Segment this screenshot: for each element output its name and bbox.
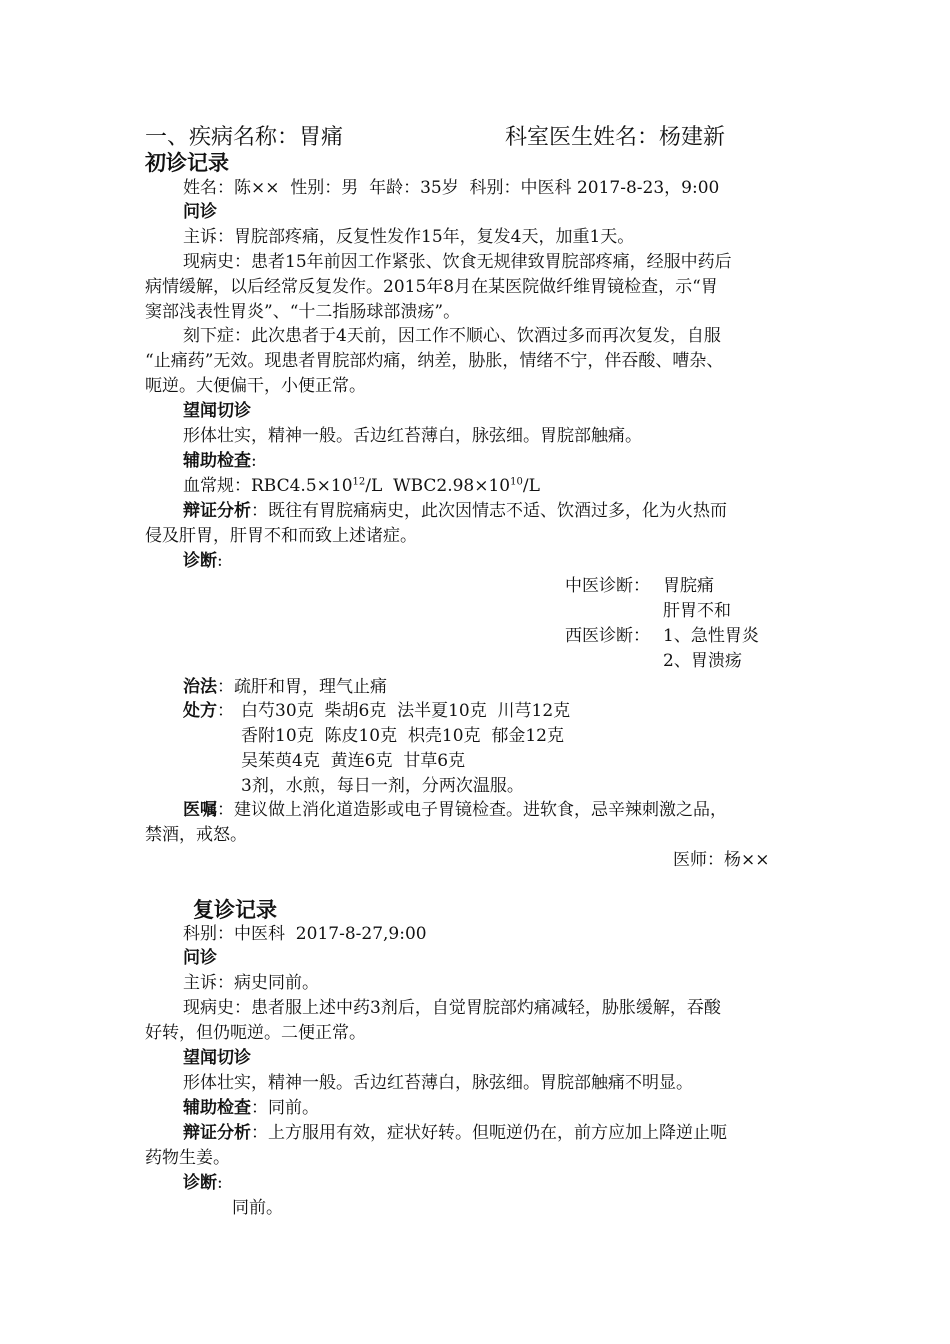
analysis-text-1: ：既往有胃脘痛病史，此次因情志不适、饮酒过多，化为火热而	[251, 501, 727, 521]
tcm-diagnosis-1: 胃脘痛	[663, 576, 714, 596]
followup-diagnosis-text: 同前。	[232, 1198, 283, 1218]
diagnosis-label: 诊断	[183, 551, 217, 571]
followup-aux-label: 辅助检查	[183, 1098, 251, 1118]
followup-diagnosis-label: 诊断	[183, 1173, 217, 1193]
aux-colon: :	[251, 451, 257, 471]
followup-record-title: 复诊记录	[193, 897, 277, 922]
aux-label: 辅助检查	[183, 451, 251, 471]
chief-complaint: 主诉：胃脘部疼痛，反复性发作15年，复发4天，加重1天。	[183, 227, 635, 247]
tcm-diagnosis-label: 中医诊断：	[565, 576, 650, 596]
blood-exp-2: 10	[510, 476, 523, 488]
advice-text-1: ：建议做上消化道造影或电子胃镜检查。进软食，忌辛辣刺激之品，	[217, 800, 727, 820]
advice-line-2: 禁酒，戒怒。	[145, 825, 247, 845]
followup-aux	[183, 1096, 319, 1120]
advice-label: 医嘱	[183, 800, 217, 820]
followup-history-line-2: 好转，但仍呃逆。二便正常。	[145, 1023, 366, 1043]
followup-complaint: 主诉：病史同前。	[183, 973, 319, 993]
followup-inquiry-heading: 问诊	[183, 948, 217, 968]
history-line-2: 病情缓解，以后经常反复发作。2015年8月在某医院做纤维胃镜检查，示“胃	[145, 277, 718, 297]
western-diagnosis-1: 1、急性胃炎	[663, 626, 759, 646]
prescription-heading	[183, 699, 234, 723]
diagnosis-colon: :	[217, 551, 223, 571]
followup-analysis-line-2: 药物生姜。	[145, 1148, 230, 1168]
history-line-3: 窦部浅表性胃炎”、“十二指肠球部溃疡”。	[145, 302, 461, 322]
followup-exam-text: 形体壮实，精神一般。舌边红苔薄白，脉弦细。胃脘部触痛不明显。	[183, 1073, 693, 1093]
prescription-colon: ：	[217, 701, 234, 721]
history-line-1: 现病史：患者15年前因工作紧张、饮食无规律致胃脘部疼痛，经服中药后	[183, 252, 732, 272]
patient-info: 姓名：陈×× 性别：男 年龄：35岁 科别：中医科 2017-8-23，9:00	[183, 178, 720, 198]
followup-analysis-line-1	[183, 1121, 727, 1145]
aux-heading	[183, 449, 257, 473]
followup-analysis-text-1: ：上方服用有效，症状好转。但呃逆仍在，前方应加上降逆止呃	[251, 1123, 727, 1143]
treatment-text: ：疏肝和胃，理气止痛	[217, 677, 387, 697]
exam-text: 形体壮实，精神一般。舌边红苔薄白，脉弦细。胃脘部触痛。	[183, 426, 642, 446]
current-symptoms-line-3: 呃逆。大便偏干，小便正常。	[145, 376, 366, 396]
treatment-label: 治法	[183, 677, 217, 697]
followup-aux-text: ：同前。	[251, 1098, 319, 1118]
doctor-name: 科室医生姓名：杨建新	[505, 125, 726, 150]
prescription-label: 处方	[183, 701, 217, 721]
followup-dept: 科别：中医科 2017-8-27,9:00	[183, 924, 427, 944]
advice-line-1	[183, 798, 727, 822]
western-diagnosis-label: 西医诊断：	[565, 626, 650, 646]
tcm-diagnosis-2: 肝胃不和	[663, 601, 731, 621]
analysis-line-1	[183, 499, 727, 523]
western-diagnosis-2: 2、胃溃疡	[663, 651, 742, 671]
followup-diagnosis-colon: :	[217, 1173, 223, 1193]
prescription-line-2: 香附10克 陈皮10克 枳壳10克 郁金12克	[241, 726, 564, 746]
blood-routine	[183, 474, 540, 498]
followup-analysis-label: 辩证分析	[183, 1123, 251, 1143]
prescription-line-3: 吴茱萸4克 黄连6克 甘草6克	[241, 751, 466, 771]
blood-suffix: /L	[522, 476, 540, 496]
exam-heading: 望闻切诊	[183, 401, 251, 421]
analysis-line-2: 侵及肝胃，肝胃不和而致上述诸症。	[145, 526, 417, 546]
initial-record-title: 初诊记录	[145, 150, 229, 175]
disease-name: 一、疾病名称：胃痛	[145, 125, 344, 150]
blood-prefix: 血常规：RBC4.5×10	[183, 476, 353, 496]
diagnosis-heading	[183, 549, 223, 573]
doctor-signature: 医师：杨××	[673, 850, 770, 870]
blood-exp-1: 12	[352, 476, 366, 488]
current-symptoms-line-1: 刻下症：此次患者于4天前，因工作不顺心、饮酒过多而再次复发，自服	[183, 326, 721, 346]
treatment	[183, 675, 387, 699]
blood-mid: /L WBC2.98×10	[365, 476, 511, 496]
prescription-line-1: 白芍30克 柴胡6克 法半夏10克 川芎12克	[241, 701, 571, 721]
followup-diagnosis-heading	[183, 1171, 223, 1195]
current-symptoms-line-2: “止痛药”无效。现患者胃脘部灼痛，纳差，胁胀，情绪不宁，伴吞酸、嘈杂、	[145, 351, 724, 371]
prescription-line-4: 3剂，水煎，每日一剂，分两次温服。	[241, 776, 524, 796]
analysis-label: 辩证分析	[183, 501, 251, 521]
inquiry-heading: 问诊	[183, 202, 217, 222]
followup-exam-heading: 望闻切诊	[183, 1048, 251, 1068]
followup-history-line-1: 现病史：患者服上述中药3剂后，自觉胃脘部灼痛减轻，胁胀缓解，吞酸	[183, 998, 721, 1018]
